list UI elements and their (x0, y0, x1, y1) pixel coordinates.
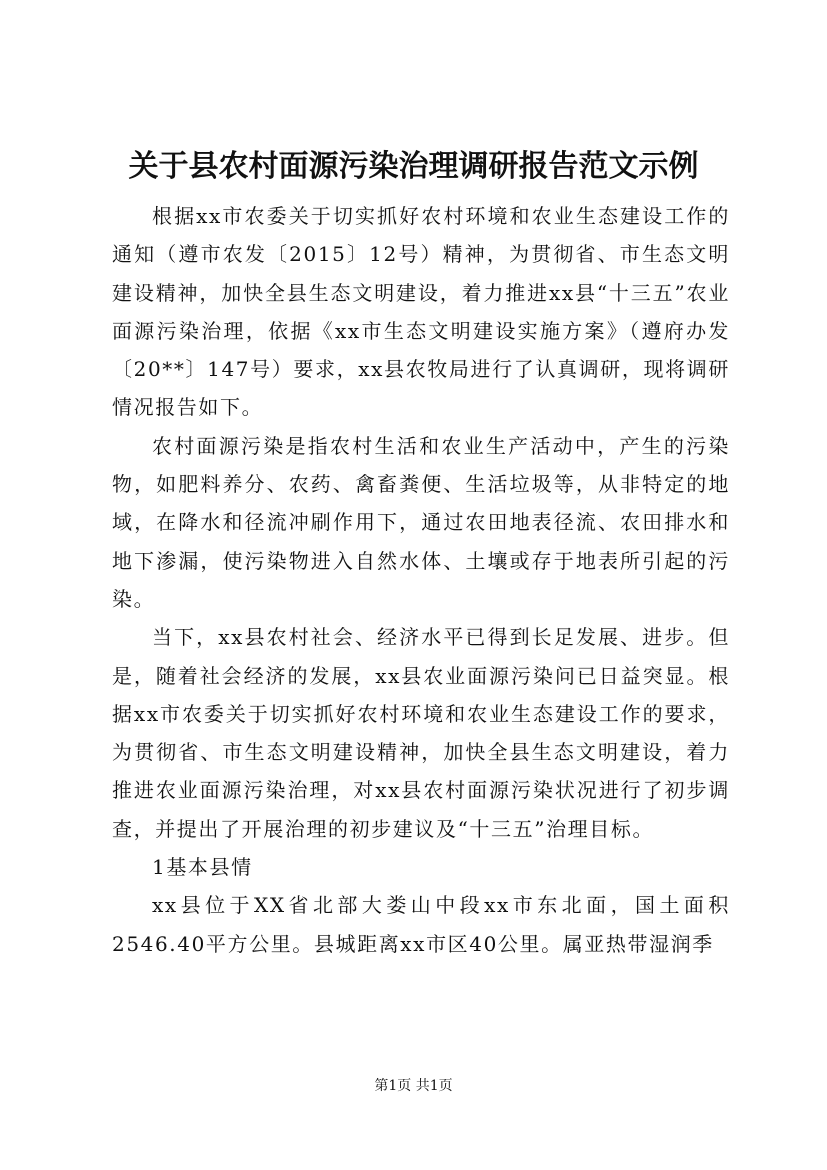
document-title: 关于县农村面源污染治理调研报告范文示例 (128, 149, 699, 184)
paragraph-county-overview: xx县位于XX省北部大娄山中段xx市东北面，国土面积2546.40平方公里。县城距离xx市区40公里。属亚热带湿润季 (112, 893, 730, 956)
section-heading-basic-info: 1基本县情 (152, 855, 253, 880)
paragraph-current-situation: 当下，xx县农村社会、经济水平已得到长足发展、进步。但是，随着社会经济的发展，xx县农业面源污染问已日益突显。根据xx市农委关于切实抓好农村环境和农业生态建设工作的要求，为贯彻省、市生态文明建设精神，加快全县生态文明建设，着力推进农业面源污染治理，对xx县农村面源污染状况进行了初步调查，并提出了开展治理的初步建议及“十三五”治理目标。 (112, 625, 730, 841)
page-footer: 第1页 共1页 (374, 1078, 453, 1094)
document-body (112, 197, 730, 963)
paragraph-definition: 农村面源污染是指农村生活和农业生产活动中，产生的污染物，如肥料养分、农药、禽畜粪便、生活垃圾等，从非特定的地域，在降水和径流冲刷作用下，通过农田地表径流、农田排水和地下渗漏，使污染物进入自然水体、土壤或存于地表所引起的污染。 (112, 433, 730, 611)
paragraph-intro: 根据xx市农委关于切实抓好农村环境和农业生态建设工作的通知（遵市农发〔2015〕12号）精神，为贯彻省、市生态文明建设精神，加快全县生态文明建设，着力推进xx县“十三五”农业面源污染治理，依据《xx市生态文明建设实施方案》（遵府办发〔20**〕147号）要求，xx县农牧局进行了认真调研，现将调研情况报告如下。 (112, 204, 730, 420)
